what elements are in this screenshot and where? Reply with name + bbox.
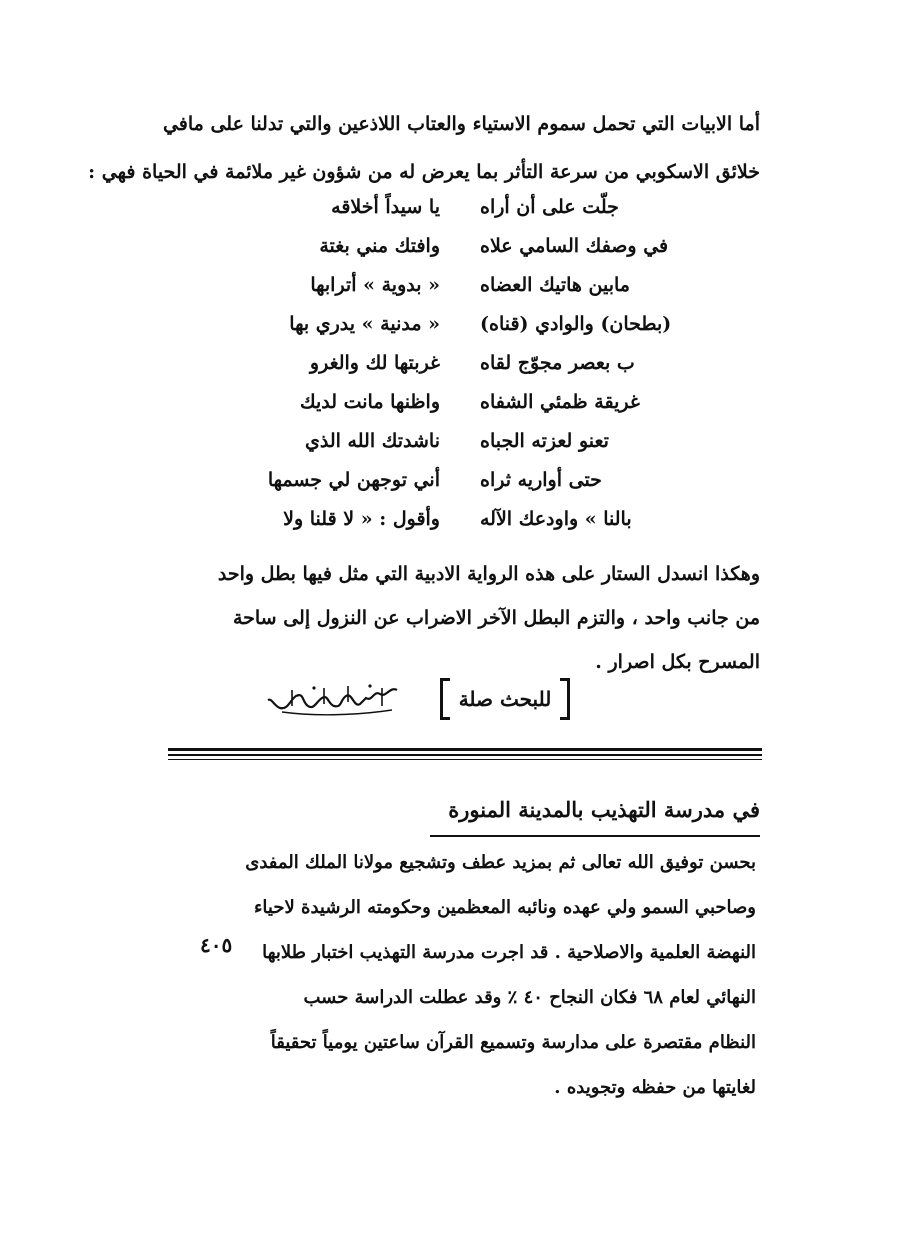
text-line: وهكذا انسدل الستار على هذه الرواية الادبية التي مثل فيها بطل واحد: [217, 563, 760, 585]
first-hemistich: واظنها مانت لديك: [299, 391, 440, 413]
bracket-right: [560, 678, 570, 720]
first-hemistich: ناشدتك الله الذي: [305, 430, 440, 452]
separator-rule: [168, 748, 762, 751]
first-hemistich: وافتك مني بغتة: [319, 235, 440, 257]
first-hemistich: غربتها لك والغرو: [309, 352, 440, 374]
text-line: وصاحبي السمو ولي عهده ونائبه المعظمين وحكومته الرشيدة لاحياء: [253, 897, 756, 918]
text-line: من جانب واحد ، والتزم البطل الآخر الاضراب عن النزول إلى ساحة: [232, 607, 760, 629]
text-line: أما الابيات التي تحمل سموم الاستياء والعتاب اللاذعين والتي تدلنا على مافي: [162, 113, 760, 135]
poem-verse: [240, 383, 680, 422]
intro-paragraph: [88, 100, 760, 196]
text-line: خلائق الاسكوبي من سرعة التأثر بما يعرض له من شؤون غير ملائمة في الحياة فهي :: [88, 161, 760, 183]
first-hemistich: « بدوية » أترابها: [310, 274, 440, 296]
continued-label: [440, 678, 570, 720]
text-line: النظام مقتصرة على مدارسة وتسميع القرآن ساعتين يومياً تحقيقاً: [270, 1032, 756, 1053]
text-line: بحسن توفيق الله تعالى ثم بمزيد عطف وتشجيع مولانا الملك المفدى: [245, 852, 756, 873]
second-hemistich: في وصفك السامي علاه: [480, 235, 669, 257]
second-hemistich: جلّت على أن أراه: [480, 196, 619, 218]
title-underline: [430, 835, 760, 837]
first-hemistich: يا سيداً أخلاقه: [331, 196, 440, 218]
separator-rule: [168, 759, 762, 760]
second-hemistich: ب بعصر مجوّج لقاه: [480, 352, 635, 374]
first-hemistich: وأقول : « لا قلنا ولا: [283, 508, 440, 530]
poem-verse: [240, 227, 680, 266]
poem: [240, 188, 680, 539]
second-hemistich: بالنا » واودعك الآله: [480, 508, 632, 530]
text-line: لغايتها من حفظه وتجويده .: [554, 1077, 756, 1098]
poem-verse: [240, 305, 680, 344]
page-number: ٤٠٥: [200, 933, 233, 957]
poem-verse: [240, 266, 680, 305]
second-hemistich: (بطحان) والوادي (قناه): [480, 313, 672, 335]
conclusion-paragraph: [160, 552, 760, 684]
news-paragraph: [208, 840, 756, 1110]
author-signature: [262, 680, 402, 720]
second-hemistich: حتى أواريه ثراه: [480, 469, 602, 491]
signature-image: [262, 680, 402, 720]
separator-rule: [168, 754, 762, 756]
bracket-left: [440, 678, 450, 720]
second-hemistich: غريقة ظمئي الشفاه: [480, 391, 640, 413]
text-line: النهائي لعام ٦٨ فكان النجاح ٤٠ ٪ وقد عطلت الدراسة حسب: [303, 987, 756, 1008]
poem-verse: [240, 188, 680, 227]
article-title: في مدرسة التهذيب بالمدينة المنورة: [448, 797, 760, 822]
poem-verse: [240, 422, 680, 461]
poem-verse: [240, 344, 680, 383]
poem-verse: [240, 461, 680, 500]
first-hemistich: أني توجهن لي جسمها: [267, 469, 440, 491]
continued-text: للبحث صلة: [458, 687, 552, 711]
second-hemistich: مابين هاتيك العضاه: [480, 274, 630, 296]
poem-verse: [240, 500, 680, 539]
text-line: النهضة العلمية والاصلاحية . قد اجرت مدرسة التهذيب اختبار طلابها: [262, 942, 756, 963]
second-hemistich: تعنو لعزته الجباه: [480, 430, 609, 452]
text-line: المسرح بكل اصرار .: [595, 651, 760, 673]
first-hemistich: « مدنية » يدري بها: [289, 313, 440, 335]
